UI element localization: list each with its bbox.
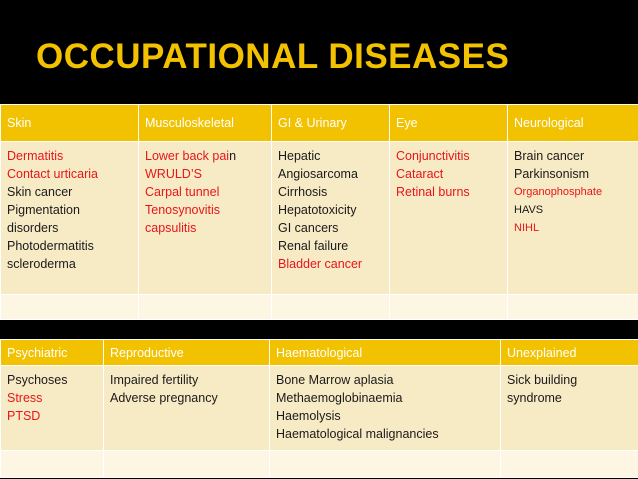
list-item-part: Lower back pai (145, 149, 230, 163)
empty-cell (139, 295, 272, 320)
list-item: Stress (7, 391, 43, 405)
list-item: Bladder cancer (278, 257, 363, 271)
list-item: Sick building (507, 373, 578, 387)
list-item: Organophosphate (514, 186, 603, 198)
list-item-part: n (229, 149, 237, 163)
list-item: Brain cancer (514, 149, 585, 163)
list-item: Skin cancer (7, 185, 73, 199)
list-item: Conjunctivitis (396, 149, 470, 163)
cell-unexplained (501, 366, 638, 451)
table-row (1, 295, 638, 320)
cell-haematological (270, 366, 501, 451)
list-item: disorders (7, 221, 59, 235)
list-item: Dermatitis (7, 149, 64, 163)
slide-title: OCCUPATIONAL DISEASES (36, 37, 510, 76)
diseases-table-2 (0, 339, 638, 478)
cell-psychiatric (1, 366, 104, 451)
empty-cell (501, 451, 638, 478)
list-item: HAVS (514, 204, 544, 216)
empty-cell (1, 295, 139, 320)
list-item: Psychoses (7, 373, 68, 387)
list-item: Cataract (396, 167, 444, 181)
cell-skin (1, 142, 139, 295)
list-item: Haemolysis (276, 409, 341, 423)
list-item: Carpal tunnel (145, 185, 220, 199)
list-item: Impaired fertility (110, 373, 199, 387)
cell-neurological (508, 142, 638, 295)
header-eye: Eye (390, 105, 508, 142)
list-item: Methaemoglobinaemia (276, 391, 403, 405)
list-item: scleroderma (7, 257, 76, 271)
table-row (1, 366, 638, 451)
empty-cell (272, 295, 390, 320)
empty-cell (390, 295, 508, 320)
header-gi-urinary: GI & Urinary (272, 105, 390, 142)
cell-eye (390, 142, 508, 295)
list-item: Angiosarcoma (278, 167, 358, 181)
header-neurological: Neurological (508, 105, 638, 142)
table-row (1, 451, 638, 478)
list-item: Hepatic (278, 149, 321, 163)
header-reproductive: Reproductive (104, 340, 270, 366)
header-psychiatric: Psychiatric (1, 340, 104, 366)
list-item: Adverse pregnancy (110, 391, 218, 405)
list-item: Parkinsonism (514, 167, 590, 181)
list-item: Tenosynovitis (145, 203, 221, 217)
list-item: PTSD (7, 409, 41, 423)
header-musculoskeletal: Musculoskeletal (139, 105, 272, 142)
list-item: WRULD’S (145, 167, 202, 181)
list-item: Bone Marrow aplasia (276, 373, 394, 387)
empty-cell (270, 451, 501, 478)
diseases-table-1 (0, 104, 638, 320)
cell-gi-urinary (272, 142, 390, 295)
list-item: Contact urticaria (7, 167, 99, 181)
list-item: Cirrhosis (278, 185, 328, 199)
list-item: Renal failure (278, 239, 349, 253)
header-skin: Skin (1, 105, 139, 142)
list-item: Photodermatitis (7, 239, 94, 253)
cell-musculoskeletal (139, 142, 272, 295)
empty-cell (1, 451, 104, 478)
list-item: NIHL (514, 222, 540, 234)
table-2-header-row (1, 340, 638, 366)
empty-cell (104, 451, 270, 478)
list-item: Haematological malignancies (276, 427, 439, 441)
list-item: capsulitis (145, 221, 197, 235)
list-item (145, 147, 265, 165)
header-haematological: Haematological (270, 340, 501, 366)
table-1-header-row (1, 105, 638, 142)
list-item: GI cancers (278, 221, 339, 235)
list-item: Pigmentation (7, 203, 80, 217)
list-item: syndrome (507, 391, 562, 405)
empty-cell (508, 295, 638, 320)
cell-reproductive (104, 366, 270, 451)
list-item: Retinal burns (396, 185, 470, 199)
table-row (1, 142, 638, 295)
header-unexplained: Unexplained (501, 340, 638, 366)
list-item: Hepatotoxicity (278, 203, 357, 217)
